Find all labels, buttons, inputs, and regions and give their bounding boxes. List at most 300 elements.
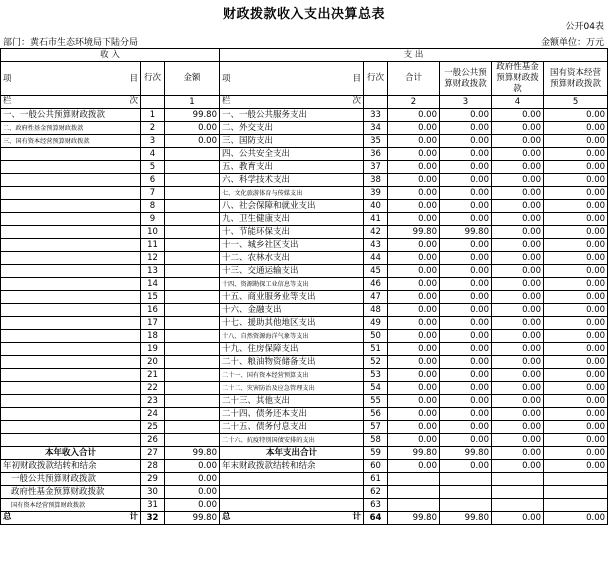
expense-item: 总 计: [220, 512, 364, 525]
table-row: [1, 291, 608, 304]
income-item: [1, 343, 141, 356]
income-line: 32: [141, 512, 165, 525]
income-line: 20: [141, 356, 165, 369]
col-index-5: 5: [544, 96, 608, 109]
expense-line: 38: [364, 174, 388, 187]
income-amount: [165, 226, 220, 239]
expense-state-capital: 0.00: [544, 382, 608, 395]
expense-state-capital: 0.00: [544, 434, 608, 447]
expense-general-budget: 0.00: [440, 408, 492, 421]
expense-general-budget: 0.00: [440, 148, 492, 161]
expense-item: 本年支出合计: [220, 447, 364, 460]
expense-gov-fund: 0.00: [492, 148, 544, 161]
expense-gov-fund: 0.00: [492, 278, 544, 291]
expense-state-capital: 0.00: [544, 343, 608, 356]
income-amount: [165, 421, 220, 434]
income-line: 14: [141, 278, 165, 291]
col-index-2: 2: [388, 96, 440, 109]
expense-item: 六、科学技术支出: [220, 174, 364, 187]
expense-gov-fund: 0.00: [492, 239, 544, 252]
expense-total: 0.00: [388, 434, 440, 447]
income-line: 24: [141, 408, 165, 421]
expense-state-capital: [544, 473, 608, 486]
expense-general-budget: [440, 499, 492, 512]
income-line: 15: [141, 291, 165, 304]
expense-gov-fund: [492, 499, 544, 512]
income-amount: [165, 252, 220, 265]
expense-line: 51: [364, 343, 388, 356]
expense-general-budget: 0.00: [440, 265, 492, 278]
expense-state-capital: 0.00: [544, 135, 608, 148]
expense-line: 50: [364, 330, 388, 343]
expense-gov-fund: [492, 473, 544, 486]
gov-fund-header: 政府性基金预算财政拨款: [492, 62, 544, 96]
expense-total: 0.00: [388, 330, 440, 343]
expense-gov-fund: 0.00: [492, 291, 544, 304]
expense-state-capital: 0.00: [544, 239, 608, 252]
expense-item: 十三、交通运输支出: [220, 265, 364, 278]
income-amount: 99.80: [165, 109, 220, 122]
table-row: [1, 252, 608, 265]
expense-gov-fund: 0.00: [492, 109, 544, 122]
income-item: [1, 252, 141, 265]
income-item: 国有资本经营预算财政拨款: [1, 499, 141, 512]
income-line: 11: [141, 239, 165, 252]
expense-general-budget: 0.00: [440, 278, 492, 291]
income-amount: 0.00: [165, 499, 220, 512]
expense-total: [388, 486, 440, 499]
table-row: [1, 174, 608, 187]
income-line: 30: [141, 486, 165, 499]
budget-table: [0, 48, 608, 525]
table-row: [1, 486, 608, 499]
income-item: [1, 265, 141, 278]
income-item: [1, 291, 141, 304]
expense-item: 年末财政拨款结转和结余: [220, 460, 364, 473]
table-row: [1, 226, 608, 239]
table-row: [1, 122, 608, 135]
expense-line: 52: [364, 356, 388, 369]
expense-gov-fund: [492, 486, 544, 499]
expense-line: 49: [364, 317, 388, 330]
expense-state-capital: 0.00: [544, 512, 608, 525]
expense-total: 0.00: [388, 369, 440, 382]
expense-general-budget: [440, 486, 492, 499]
expense-general-budget: 0.00: [440, 122, 492, 135]
expense-total: 0.00: [388, 382, 440, 395]
expense-general-budget: 0.00: [440, 460, 492, 473]
income-line: 28: [141, 460, 165, 473]
expense-item: 十二、农林水支出: [220, 252, 364, 265]
income-amount: 99.80: [165, 447, 220, 460]
income-line: 8: [141, 200, 165, 213]
income-line: 4: [141, 148, 165, 161]
expense-line: 33: [364, 109, 388, 122]
expense-line: 41: [364, 213, 388, 226]
expense-total: 0.00: [388, 161, 440, 174]
expense-line: 63: [364, 499, 388, 512]
income-line: 25: [141, 421, 165, 434]
income-amount-header: 金额: [165, 62, 220, 96]
income-amount: [165, 187, 220, 200]
expense-state-capital: 0.00: [544, 265, 608, 278]
expense-line: 59: [364, 447, 388, 460]
expense-item: 十七、援助其他地区支出: [220, 317, 364, 330]
income-amount: [165, 317, 220, 330]
expense-gov-fund: 0.00: [492, 122, 544, 135]
income-item: [1, 317, 141, 330]
expense-gov-fund: 0.00: [492, 460, 544, 473]
income-item: [1, 200, 141, 213]
income-line: 7: [141, 187, 165, 200]
income-item: [1, 434, 141, 447]
income-item: [1, 187, 141, 200]
expense-total: 0.00: [388, 109, 440, 122]
expense-gov-fund: 0.00: [492, 408, 544, 421]
table-row: [1, 408, 608, 421]
expense-total: 0.00: [388, 304, 440, 317]
expense-item: 三、国防支出: [220, 135, 364, 148]
expense-general-budget: 0.00: [440, 317, 492, 330]
department-label: 部门：黄石市生态环境局下陆分局: [3, 38, 139, 48]
expense-gov-fund: 0.00: [492, 434, 544, 447]
table-row: [1, 330, 608, 343]
column-header-row: [1, 62, 608, 96]
expense-general-budget: 0.00: [440, 382, 492, 395]
income-amount: [165, 291, 220, 304]
expense-state-capital: 0.00: [544, 213, 608, 226]
expense-gov-fund: 0.00: [492, 213, 544, 226]
expense-item: 二十三、其他支出: [220, 395, 364, 408]
income-line: 18: [141, 330, 165, 343]
income-amount: 0.00: [165, 135, 220, 148]
income-item: 政府性基金预算财政拨款: [1, 486, 141, 499]
expense-item: 二十六、抗疫特别国债安排的支出: [220, 434, 364, 447]
income-line: 27: [141, 447, 165, 460]
expense-state-capital: 0.00: [544, 447, 608, 460]
expense-gov-fund: 0.00: [492, 382, 544, 395]
expense-line: 42: [364, 226, 388, 239]
expense-total: 0.00: [388, 135, 440, 148]
expense-total: 0.00: [388, 148, 440, 161]
income-line: 2: [141, 122, 165, 135]
income-amount: 0.00: [165, 460, 220, 473]
income-line: 16: [141, 304, 165, 317]
table-row: [1, 304, 608, 317]
expense-gov-fund: 0.00: [492, 330, 544, 343]
expense-state-capital: 0.00: [544, 304, 608, 317]
expense-item: 一、一般公共服务支出: [220, 109, 364, 122]
expense-item: 十五、商业服务业等支出: [220, 291, 364, 304]
expense-general-budget: 99.80: [440, 512, 492, 525]
expense-gov-fund: 0.00: [492, 135, 544, 148]
expense-line: 48: [364, 304, 388, 317]
expense-item: 八、社会保障和就业支出: [220, 200, 364, 213]
expense-line: 46: [364, 278, 388, 291]
income-line: 17: [141, 317, 165, 330]
expense-line: 55: [364, 395, 388, 408]
expense-gov-fund: 0.00: [492, 161, 544, 174]
expense-line: 60: [364, 460, 388, 473]
expense-total: 0.00: [388, 213, 440, 226]
income-amount: 0.00: [165, 122, 220, 135]
income-amount: 0.00: [165, 486, 220, 499]
expense-gov-fund: 0.00: [492, 421, 544, 434]
expense-line: 40: [364, 200, 388, 213]
expense-gov-fund: 0.00: [492, 343, 544, 356]
expense-line: 61: [364, 473, 388, 486]
expense-state-capital: [544, 486, 608, 499]
table-row: [1, 512, 608, 525]
income-item: [1, 395, 141, 408]
expense-item: 二十四、债务还本支出: [220, 408, 364, 421]
expense-general-budget: 0.00: [440, 395, 492, 408]
expense-general-budget: 0.00: [440, 213, 492, 226]
expense-total: [388, 499, 440, 512]
table-row: [1, 265, 608, 278]
expense-gov-fund: 0.00: [492, 369, 544, 382]
income-item: 一般公共预算财政拨款: [1, 473, 141, 486]
expense-line: 34: [364, 122, 388, 135]
income-amount: [165, 408, 220, 421]
table-row: [1, 434, 608, 447]
income-amount: [165, 174, 220, 187]
expense-line: 43: [364, 239, 388, 252]
income-item: 三、国有资本经营预算财政拨款: [1, 135, 141, 148]
expense-state-capital: 0.00: [544, 161, 608, 174]
table-row: [1, 317, 608, 330]
expense-item: 二十五、债务付息支出: [220, 421, 364, 434]
expense-general-budget: 0.00: [440, 369, 492, 382]
expense-state-capital: 0.00: [544, 226, 608, 239]
income-line: 9: [141, 213, 165, 226]
income-amount: 99.80: [165, 512, 220, 525]
table-row: [1, 148, 608, 161]
table-row: [1, 213, 608, 226]
expense-general-budget: 0.00: [440, 239, 492, 252]
expense-item: 二、外交支出: [220, 122, 364, 135]
expense-item: [220, 473, 364, 486]
expense-general-budget: 0.00: [440, 200, 492, 213]
expense-item: 七、文化旅游体育与传媒支出: [220, 187, 364, 200]
expense-total: 99.80: [388, 226, 440, 239]
table-row: [1, 200, 608, 213]
income-item: 总 计: [1, 512, 141, 525]
income-amount: [165, 369, 220, 382]
expense-item: 二十一、国有资本经营预算支出: [220, 369, 364, 382]
expense-item: 四、公共安全支出: [220, 148, 364, 161]
expense-total: 0.00: [388, 239, 440, 252]
table-row: [1, 447, 608, 460]
income-amount: 0.00: [165, 473, 220, 486]
expense-line: 64: [364, 512, 388, 525]
expense-general-budget: 0.00: [440, 421, 492, 434]
income-item: 本年收入合计: [1, 447, 141, 460]
expense-gov-fund: 0.00: [492, 512, 544, 525]
expense-item-header: 项 目: [220, 62, 364, 96]
income-item: [1, 408, 141, 421]
income-amount: [165, 265, 220, 278]
col-label-income: 栏 次: [1, 96, 141, 109]
income-line-header: 行次: [141, 62, 165, 96]
income-item: [1, 382, 141, 395]
expense-total: 0.00: [388, 278, 440, 291]
income-line: 21: [141, 369, 165, 382]
column-index-row: [1, 96, 608, 109]
expense-general-budget: 0.00: [440, 343, 492, 356]
expense-gov-fund: 0.00: [492, 304, 544, 317]
expense-total: 99.80: [388, 512, 440, 525]
expense-state-capital: 0.00: [544, 109, 608, 122]
income-item: [1, 369, 141, 382]
expense-general-budget: 0.00: [440, 252, 492, 265]
expense-general-budget: 0.00: [440, 187, 492, 200]
income-amount: [165, 213, 220, 226]
expense-gov-fund: 0.00: [492, 174, 544, 187]
expense-gov-fund: 0.00: [492, 317, 544, 330]
expense-gov-fund: 0.00: [492, 252, 544, 265]
income-item: [1, 356, 141, 369]
expense-general-budget: 0.00: [440, 174, 492, 187]
income-line: 1: [141, 109, 165, 122]
expense-item: 十六、金融支出: [220, 304, 364, 317]
income-item: [1, 161, 141, 174]
expense-line: 35: [364, 135, 388, 148]
col-index-4: 4: [492, 96, 544, 109]
income-item: [1, 239, 141, 252]
expense-item: 十八、自然资源海洋气象等支出: [220, 330, 364, 343]
table-row: [1, 239, 608, 252]
expense-item: 十一、城乡社区支出: [220, 239, 364, 252]
income-item: 年初财政拨款结转和结余: [1, 460, 141, 473]
table-row: [1, 473, 608, 486]
expense-item: [220, 486, 364, 499]
income-line: 13: [141, 265, 165, 278]
expense-line: 36: [364, 148, 388, 161]
table-row: [1, 356, 608, 369]
expense-state-capital: 0.00: [544, 278, 608, 291]
expense-total: 0.00: [388, 291, 440, 304]
expense-line: 56: [364, 408, 388, 421]
expense-total: 0.00: [388, 122, 440, 135]
income-item: [1, 174, 141, 187]
table-row: [1, 135, 608, 148]
income-amount: [165, 343, 220, 356]
expense-line: 57: [364, 421, 388, 434]
expense-gov-fund: 0.00: [492, 187, 544, 200]
expense-line: 39: [364, 187, 388, 200]
expense-state-capital: 0.00: [544, 460, 608, 473]
expense-general-budget: 0.00: [440, 161, 492, 174]
expense-general-budget: 99.80: [440, 447, 492, 460]
expense-item: 五、教育支出: [220, 161, 364, 174]
state-capital-header: 国有资本经营预算财政拨款: [544, 62, 608, 96]
expense-line-header: 行次: [364, 62, 388, 96]
income-line: 5: [141, 161, 165, 174]
income-amount: [165, 148, 220, 161]
expense-item: 十九、住房保障支出: [220, 343, 364, 356]
form-code: 公开04表: [565, 22, 604, 32]
table-row: [1, 343, 608, 356]
table-row: [1, 369, 608, 382]
expense-gov-fund: 0.00: [492, 395, 544, 408]
section-header-row: [1, 49, 608, 62]
income-amount: [165, 278, 220, 291]
col-label-expense: 栏 次: [220, 96, 364, 109]
expense-state-capital: 0.00: [544, 395, 608, 408]
expense-state-capital: 0.00: [544, 174, 608, 187]
expense-state-capital: 0.00: [544, 421, 608, 434]
expense-general-budget: 0.00: [440, 109, 492, 122]
income-line: 29: [141, 473, 165, 486]
expense-line: 53: [364, 369, 388, 382]
income-item: 二、政府性基金预算财政拨款: [1, 122, 141, 135]
expense-line: 62: [364, 486, 388, 499]
expense-line: 45: [364, 265, 388, 278]
table-row: [1, 109, 608, 122]
expense-state-capital: 0.00: [544, 369, 608, 382]
expense-state-capital: 0.00: [544, 187, 608, 200]
expense-state-capital: 0.00: [544, 148, 608, 161]
expense-total: [388, 473, 440, 486]
income-amount: [165, 200, 220, 213]
income-item: [1, 304, 141, 317]
table-row: [1, 421, 608, 434]
table-row: [1, 161, 608, 174]
expense-line: 37: [364, 161, 388, 174]
income-amount: [165, 434, 220, 447]
expense-item: 二十、粮油物资储备支出: [220, 356, 364, 369]
expense-section-header: 支 出: [220, 49, 608, 62]
table-row: [1, 187, 608, 200]
expense-gov-fund: 0.00: [492, 356, 544, 369]
expense-total: 0.00: [388, 408, 440, 421]
unit-label: 金额单位：万元: [540, 38, 604, 48]
income-section-header: 收 入: [1, 49, 220, 62]
expense-item: [220, 499, 364, 512]
expense-general-budget: 0.00: [440, 135, 492, 148]
expense-general-budget: 99.80: [440, 226, 492, 239]
expense-total: 0.00: [388, 265, 440, 278]
expense-state-capital: 0.00: [544, 317, 608, 330]
expense-total: 0.00: [388, 460, 440, 473]
income-amount: [165, 330, 220, 343]
expense-total: 99.80: [388, 447, 440, 460]
expense-state-capital: 0.00: [544, 330, 608, 343]
expense-general-budget: [440, 473, 492, 486]
expense-general-budget: 0.00: [440, 356, 492, 369]
expense-state-capital: 0.00: [544, 356, 608, 369]
income-item: [1, 213, 141, 226]
expense-general-budget: 0.00: [440, 434, 492, 447]
expense-line: 44: [364, 252, 388, 265]
expense-item: 十四、资源勘探工业信息等支出: [220, 278, 364, 291]
expense-total: 0.00: [388, 356, 440, 369]
expense-total: 0.00: [388, 174, 440, 187]
expense-general-budget: 0.00: [440, 291, 492, 304]
expense-state-capital: 0.00: [544, 408, 608, 421]
expense-state-capital: [544, 499, 608, 512]
expense-state-capital: 0.00: [544, 200, 608, 213]
expense-state-capital: 0.00: [544, 291, 608, 304]
expense-total: 0.00: [388, 187, 440, 200]
expense-total: 0.00: [388, 200, 440, 213]
income-item-header: 项 目: [1, 62, 141, 96]
income-amount: [165, 356, 220, 369]
income-item: [1, 421, 141, 434]
expense-item: 十、节能环保支出: [220, 226, 364, 239]
expense-gov-fund: 0.00: [492, 447, 544, 460]
